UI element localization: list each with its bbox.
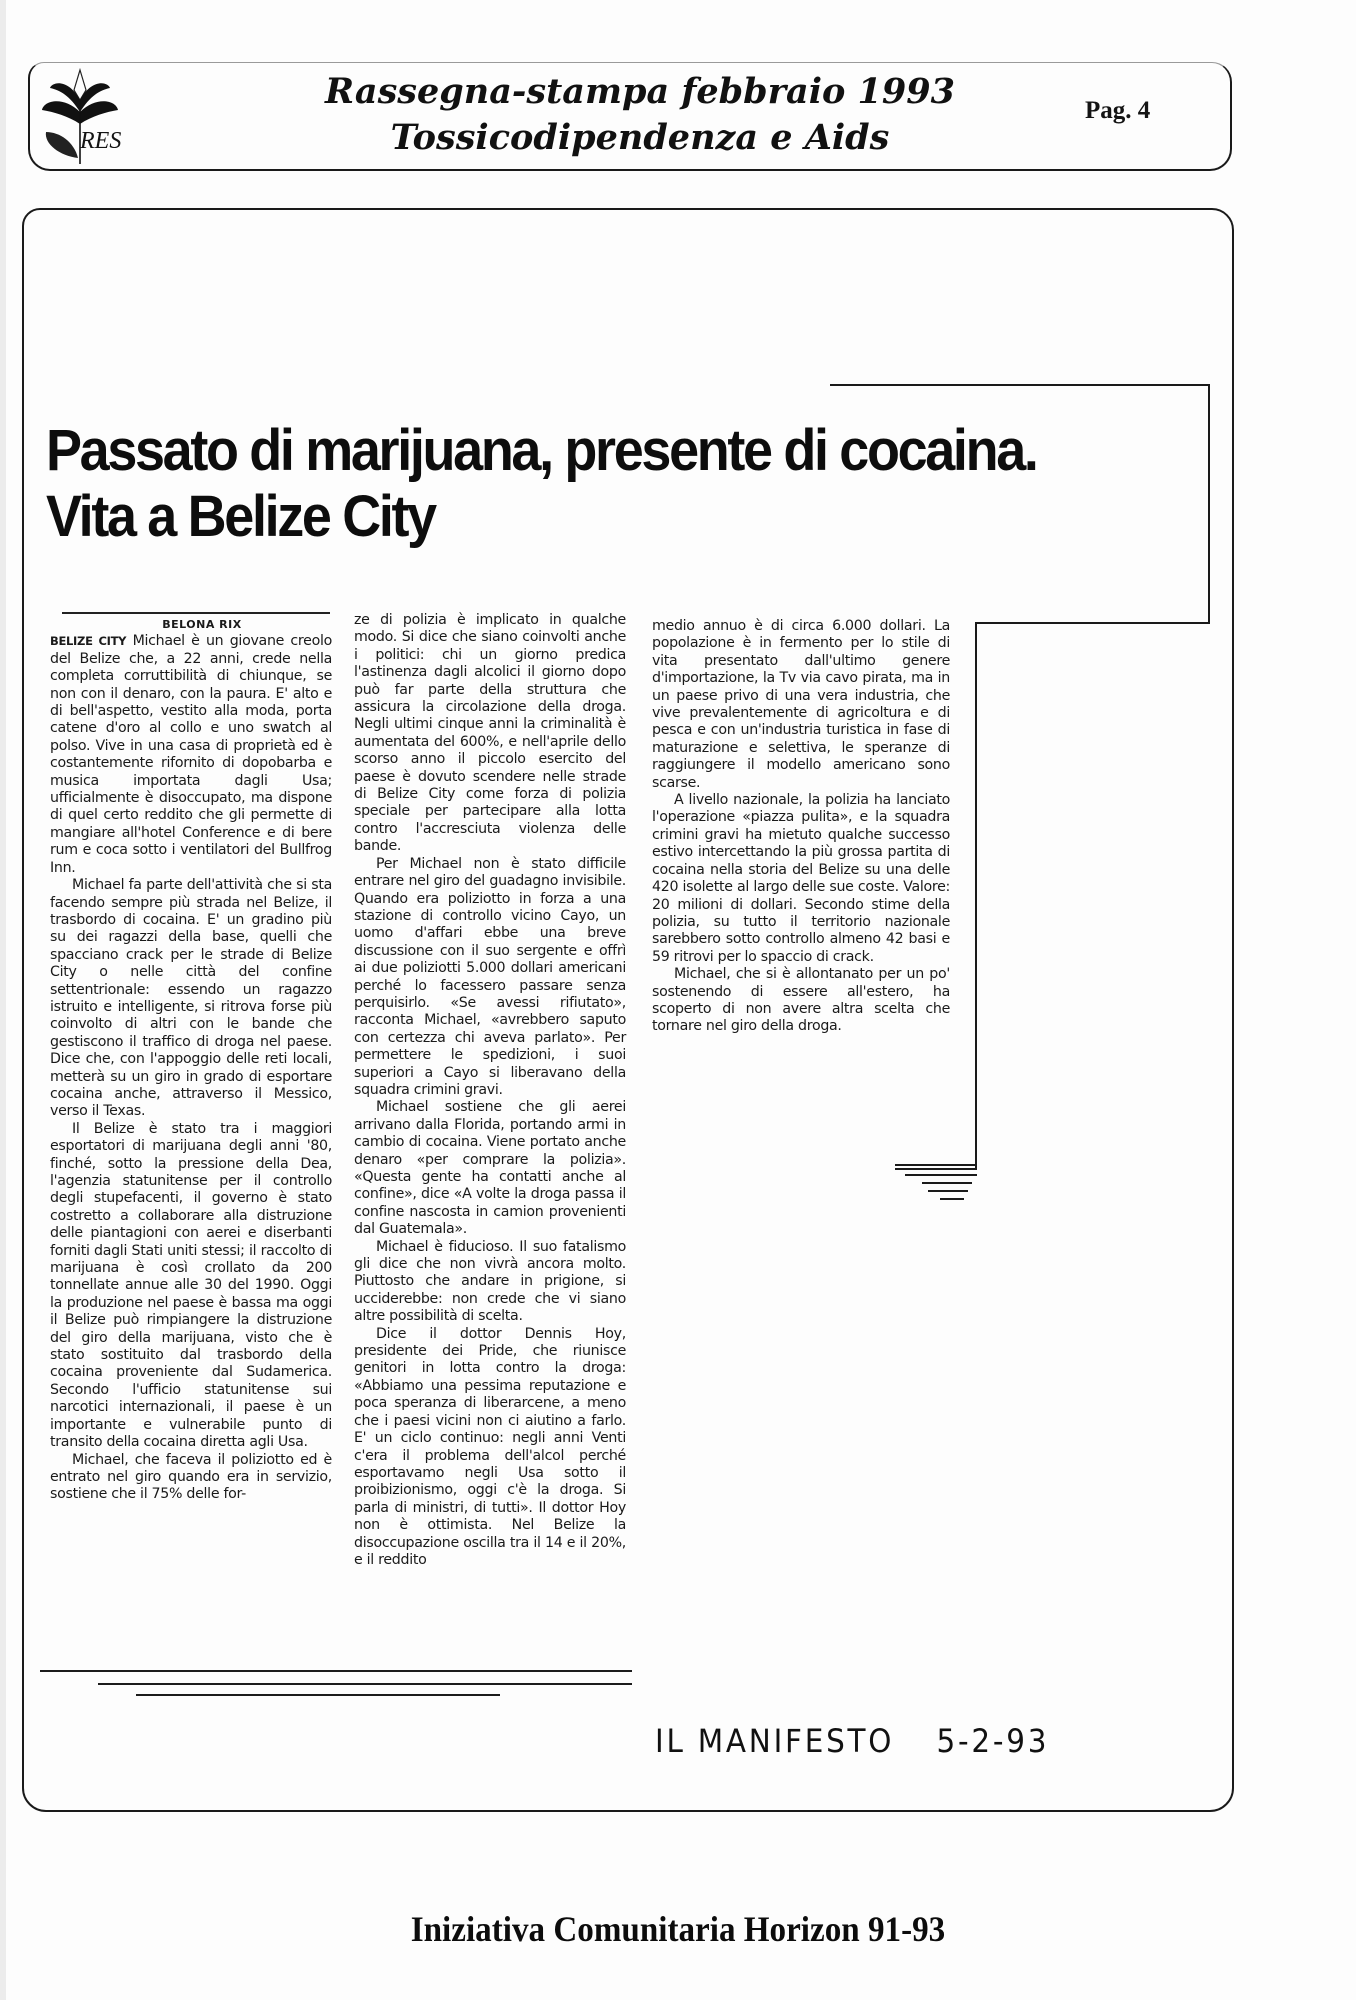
paragraph: Michael è fiducioso. Il suo fatalismo gli dice che non vivrà ancora molto. Piuttosto che andare in prigione, si ucciderebbe: non crede che vi siano altre possibilità di scelta. <box>354 1238 626 1325</box>
footer-text: Iniziativa Comunitaria Horizon 91-93 <box>410 1909 946 1949</box>
paragraph: Michael, che si è allontanato per un po' sostenendo di essere all'estero, ha scoperto di non avere altra scelta che tornare nel giro della droga. <box>652 966 950 1035</box>
source-date: 5-2-93 <box>936 1722 1050 1760</box>
byline: BELONA RIX <box>162 618 242 631</box>
paragraph: Il Belize è stato tra i maggiori esportatori di marijuana degli anni '80, finché, sotto la pressione della Dea, l'agenzia statunitense per il controllo degli stupefacenti, il governo è stato costretto a collaborare alla distruzione delle piantagioni con aerei e diserbanti forniti dagli Stati uniti stessi; il raccolto di marijuana è così crollato da 200 tonnellate annue alle 30 del 1990. Oggi la produzione nel paese è bassa ma oggi il Belize può rimpiangere la distruzione del giro della marijuana, visto che è stato sostituito dal trasbordo della cocaina proveniente dal Sudamerica. Secondo l'ufficio statunitense sui narcotici internazionali, il paese è un importante e vulnerabile punto di transito della cocaina diretta agli Usa. <box>50 1120 332 1451</box>
dateline: BELIZE CITY <box>50 634 127 649</box>
paragraph: Per Michael non è stato difficile entrare nel giro del guadagno invisibile. Quando era poliziotto in forza a una stazione di controllo vicino Cayo, un uomo d'affari ebbe una breve discussione con il suo sergente e offrì ai due poliziotti 5.000 dollari americani perché lo facessero passare senza perquisirlo. «Se avessi rifiutato», racconta Michael, «avrebbero saputo con certezza chi aveva parlato». Per permettere le spedizioni, i suoi superiori a Cayo si liberavano della squadra crimini gravi. <box>354 855 626 1098</box>
article-column-2 <box>354 612 626 1569</box>
scan-edge <box>0 0 6 2000</box>
source-annotation <box>655 1722 1049 1760</box>
paragraph <box>50 633 332 877</box>
bracket-rule <box>830 384 1210 386</box>
paragraph-text: Michael è un giovane creolo del Belize che, a 22 anni, crede nella completa corruttibilità di chiunque, se non con il denaro, con la paura. E' alto e di bell'aspetto, vestito alla moda, porta catene d'oro al collo e uno swatch al polso. Vive in una casa di proprietà ed è costantemente rifornito di dopobarba e musica importata dagli Usa; ufficialmente è disoccupato, ma dispone di quel certo reddito che gli permette di mangiare all'hotel Conference e di bere rum e coca sotto i ventilatori del Bullfrog Inn. <box>50 633 332 876</box>
headline-line-2: Vita a Belize City <box>46 484 435 549</box>
tail-rule <box>895 1164 977 1166</box>
bracket-rule <box>975 622 1210 624</box>
article-column-3 <box>652 618 950 1036</box>
closing-rule <box>98 1683 632 1685</box>
logo-label: RES <box>80 128 122 154</box>
paragraph: Michael fa parte dell'attività che si sta facendo sempre più strada nel Belize, il trasbordo di cocaina. E' un gradino più su dei ragazzi della base, quelli che spacciano crack per le strade di Belize City o nelle città del confine settentrionale: essendo un ragazzo istruito e intelligente, si ritrova forse più coinvolto di altri con le bande che gestiscono il traffico di droga nel paese. Dice che, con l'appoggio delle reti locali, metterà su un giro in grado di esportare cocaina anche, attraverso il Messico, verso il Texas. <box>50 877 332 1120</box>
bracket-rule <box>1208 384 1210 624</box>
tail-rule <box>928 1190 968 1192</box>
paragraph: A livello nazionale, la polizia ha lanciato l'operazione «piazza pulita», e la squadra crimini gravi ha mietuto qualche successo estivo intercettando la più grossa partita di cocaina nella storia del Belize su una delle 420 isolette al largo delle sue coste. Valore: 20 milioni di dollari. Secondo stime della polizia, su tutto il territorio nazionale sarebbero sotto controllo almeno 42 basi e 59 ritrovi per lo spaccio di crack. <box>652 792 950 965</box>
header-subtitle: Tossicodipendenza e Aids <box>390 117 890 158</box>
source-name: IL MANIFESTO <box>655 1722 895 1760</box>
headline-line-1: Passato di marijuana, presente di cocaina. <box>46 418 1037 483</box>
page-number: Pag. 4 <box>1085 97 1151 124</box>
closing-rule <box>136 1694 500 1696</box>
bracket-rule <box>895 1168 977 1170</box>
paragraph: Dice il dottor Dennis Hoy, presidente dei Pride, che riunisce genitori in lotta contro la droga: «Abbiamo una pessima reputazione e poca speranza di liberarcene, a meno che i paesi vicini non ci aiutino a farlo. E' un ciclo continuo: negli anni Venti c'era il problema dell'alcol perché esportavamo negli Usa sotto il proibizionismo, oggi c'è la droga. Si parla di ministri, di tutti». Il dottor Hoy non è ottimista. Nel Belize la disoccupazione oscilla tra il 14 e il 20%, e il reddito <box>354 1325 626 1568</box>
article-column-1 <box>50 616 332 1504</box>
closing-rule <box>40 1670 632 1672</box>
paragraph: Michael sostiene che gli aerei arrivano dalla Florida, portando armi in cambio di cocaina. Viene portato anche denaro «per comprare la polizia». «Questa gente ha contatti anche al confine», dice «A volte la droga passa il confine nascosta in camion provenienti dal Guatemala». <box>354 1099 626 1238</box>
byline-rule <box>62 612 330 614</box>
paragraph: Michael, che faceva il poliziotto ed è entrato nel giro quando era in servizio, sostiene che il 75% delle for- <box>50 1451 332 1503</box>
article-headline <box>46 418 1116 550</box>
paragraph: ze di polizia è implicato in qualche modo. Si dice che siano coinvolti anche i politici: chi un giorno predica l'astinenza dagli alcolici il giorno dopo può far parte della struttura che assicura la circolazione della droga. Negli ultimi cinque anni la criminalità è aumentata del 600%, e nell'aprile dello scorso anno il piccolo esercito del paese è dovuto scendere nelle strade di Belize City come forza di polizia speciale per partecipare alla lotta contro l'accresciuta violenza delle bande. <box>354 612 626 855</box>
header-title: Rassegna-stampa febbraio 1993 <box>325 71 955 112</box>
tail-rule <box>905 1174 977 1176</box>
tail-rule <box>940 1198 964 1200</box>
paragraph: medio annuo è di circa 6.000 dollari. La popolazione è in fermento per lo stile di vita presentato dall'ultimo genere d'importazione, la Tv via cavo pirata, ma in un paese privo di una vera industria, che vive prevalentemente di agricoltura e di pesca e con un'industria turistica in fase di maturazione e selettiva, le speranze di raggiungere il modello americano sono scarse. <box>652 618 950 791</box>
tail-rule <box>922 1182 972 1184</box>
bracket-rule <box>975 622 977 1170</box>
